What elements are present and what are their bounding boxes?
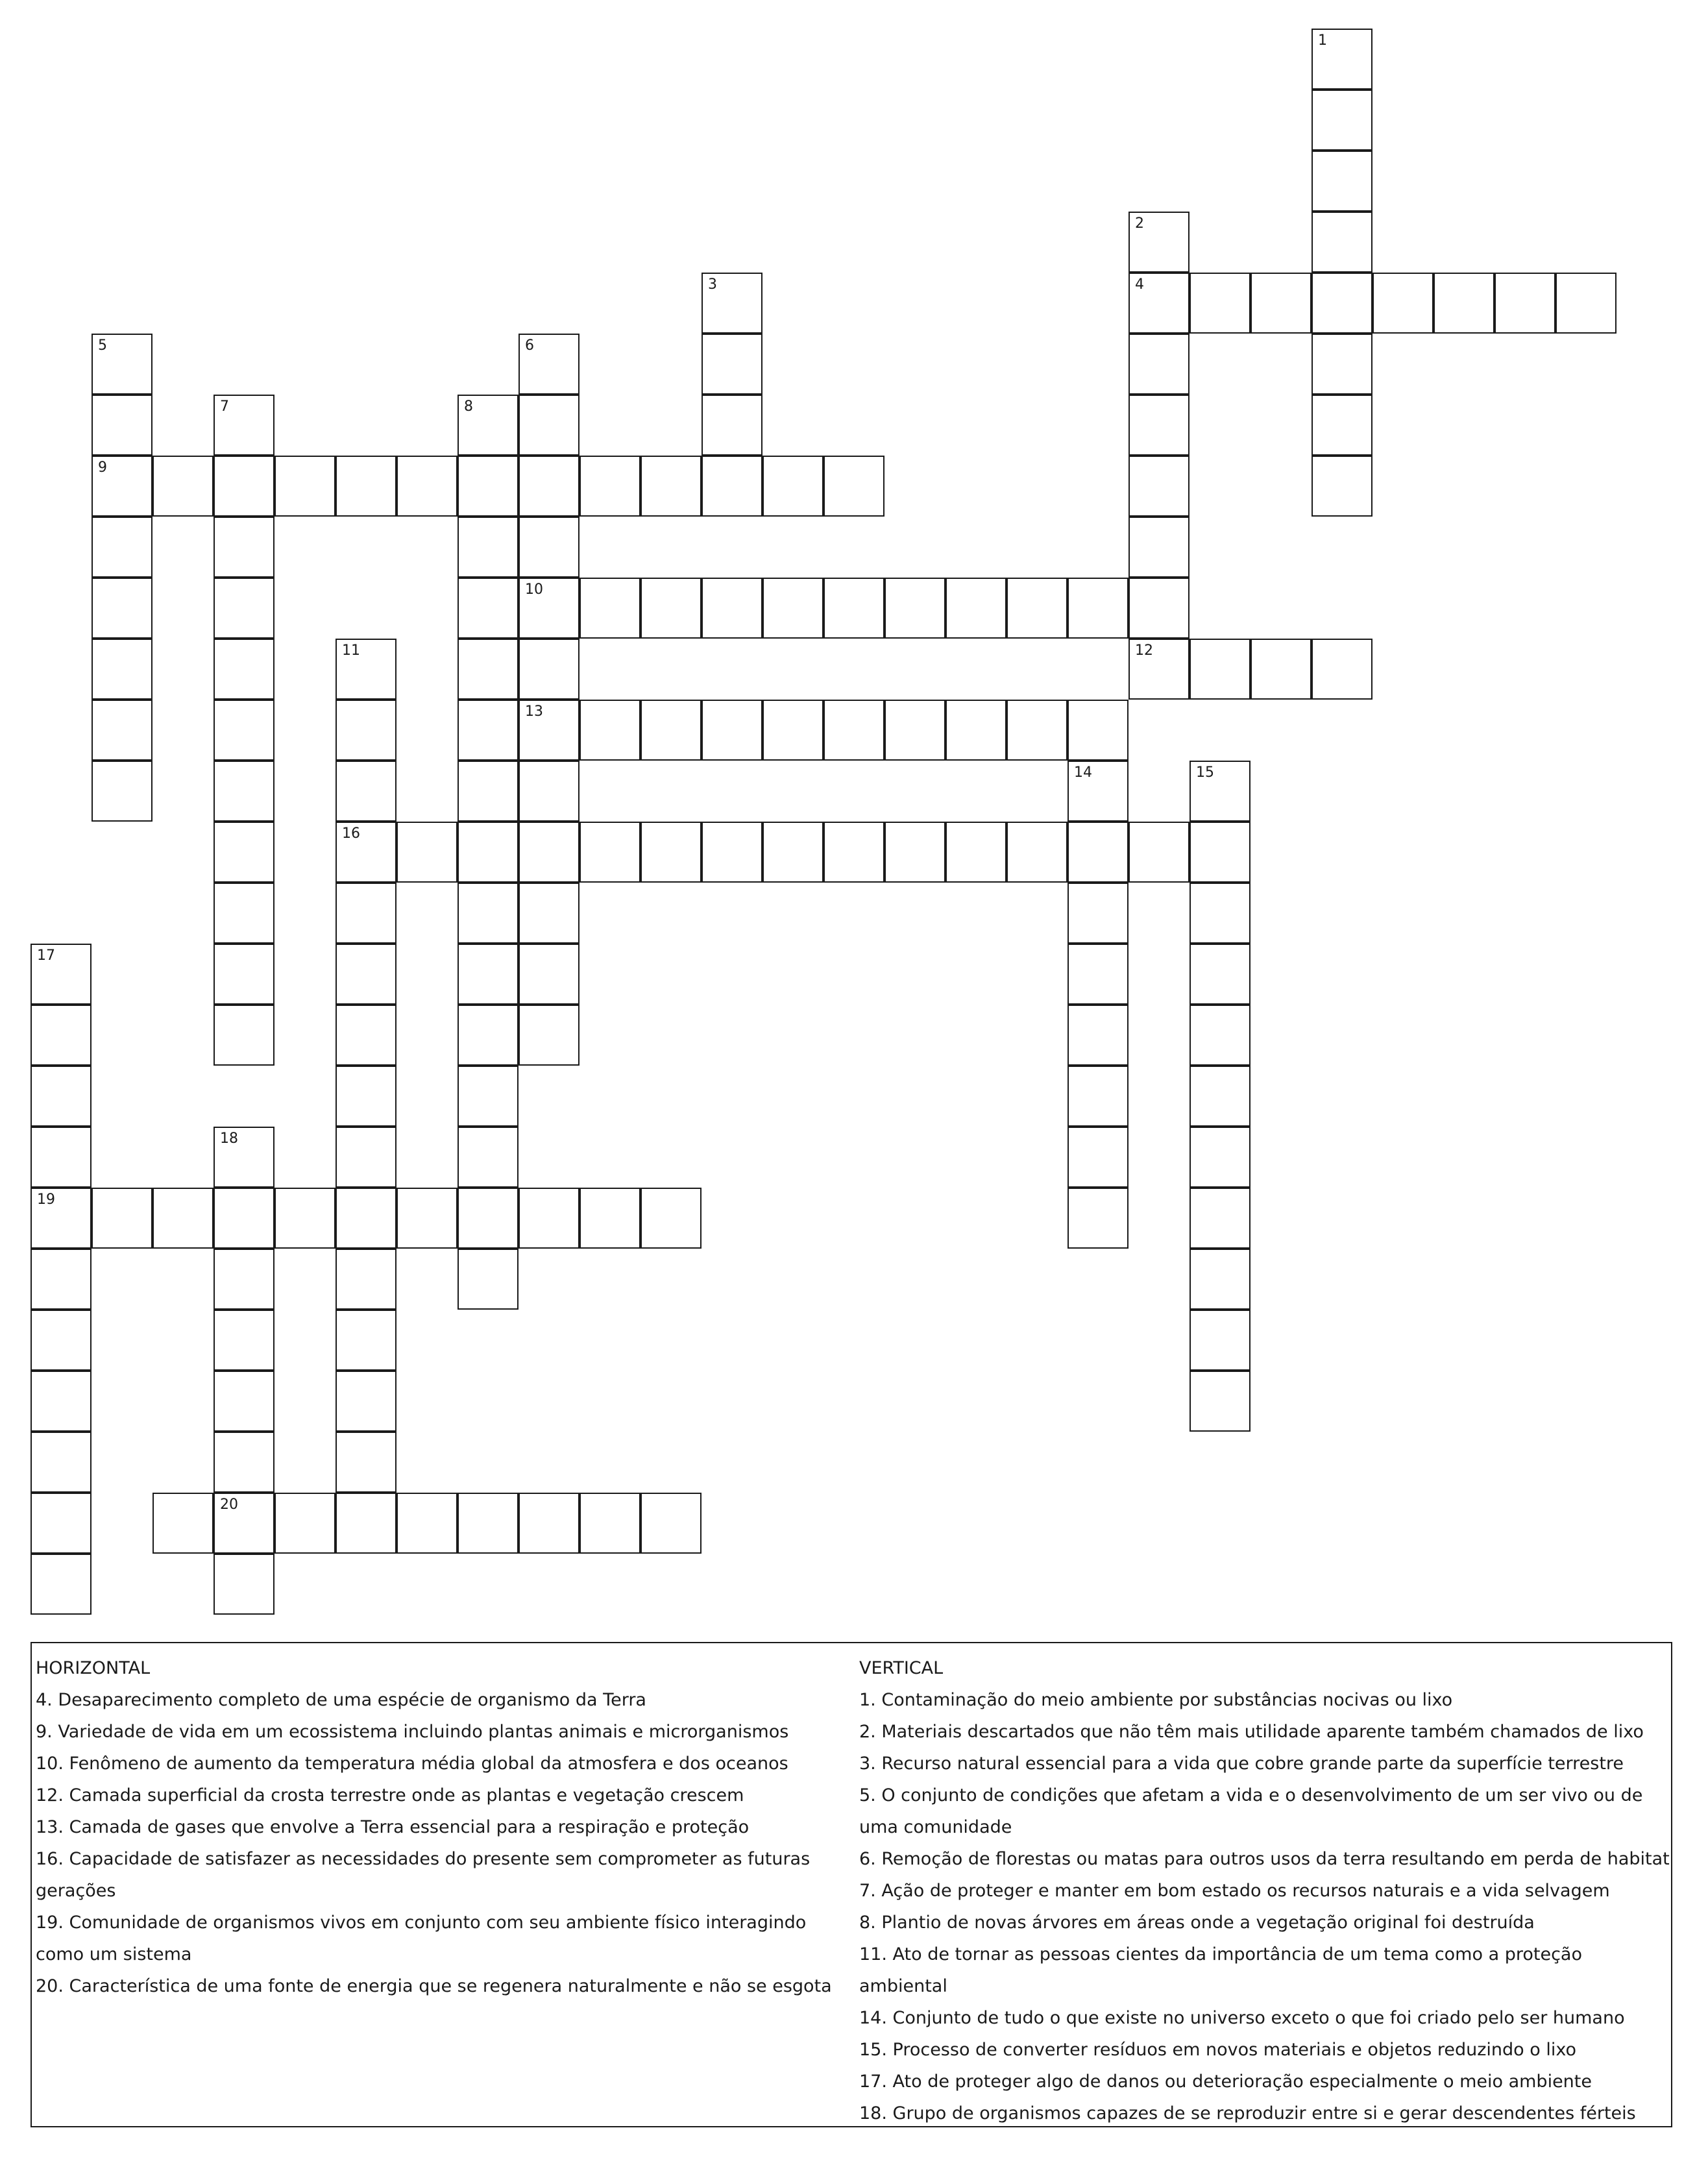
crossword-cell[interactable] [580, 578, 640, 639]
crossword-cell[interactable] [640, 700, 702, 761]
clue-number: 9 [98, 459, 107, 476]
clue-number: 12 [1135, 642, 1153, 659]
crossword-cell[interactable] [92, 761, 152, 822]
crossword-cell[interactable] [458, 578, 518, 639]
clue-number: 15 [1196, 764, 1214, 781]
crossword-cell[interactable] [1068, 700, 1128, 761]
crossword-cell[interactable] [640, 1188, 702, 1249]
clue-vertical-17: 17. Ato de proteger algo de danos ou deterioração especialmente o meio ambiente [859, 2072, 1592, 2092]
crossword-cell-13[interactable] [518, 700, 580, 761]
clue-vertical-1: 1. Contaminação do meio ambiente por substâncias nocivas ou lixo [859, 1690, 1453, 1710]
crossword-cell[interactable] [30, 1432, 92, 1493]
clue-number: 14 [1074, 764, 1092, 781]
crossword-cell[interactable] [762, 456, 824, 517]
crossword-cell[interactable] [92, 578, 152, 639]
clue-number: 18 [220, 1131, 238, 1147]
crossword-cell-2[interactable] [1128, 212, 1190, 273]
crossword-cell[interactable] [396, 456, 458, 517]
crossword-cell[interactable] [946, 700, 1006, 761]
crossword-cell[interactable] [824, 822, 884, 883]
crossword-cell[interactable] [824, 700, 884, 761]
crossword-cell[interactable] [458, 822, 518, 883]
crossword-cell[interactable] [92, 517, 152, 578]
crossword-cell-11[interactable] [336, 639, 396, 700]
crossword-cell[interactable] [640, 822, 702, 883]
crossword-cell[interactable] [580, 1188, 640, 1249]
crossword-cell[interactable] [458, 1249, 518, 1310]
crossword-cell[interactable] [1068, 1127, 1128, 1188]
crossword-cell[interactable] [884, 822, 946, 883]
crossword-cell[interactable] [1312, 90, 1372, 151]
crossword-cell[interactable] [336, 700, 396, 761]
crossword-cell[interactable] [1312, 639, 1372, 700]
crossword-cell[interactable] [336, 1249, 396, 1310]
crossword-cell[interactable] [1372, 273, 1434, 334]
crossword-cell[interactable] [1250, 639, 1312, 700]
crossword-cell[interactable] [762, 700, 824, 761]
clue-vertical-8: 8. Plantio de novas árvores em áreas onde a vegetação original foi destruída [859, 1913, 1535, 1933]
crossword-cell[interactable] [30, 1127, 92, 1188]
crossword-cell[interactable] [1312, 395, 1372, 456]
crossword-cell[interactable] [1312, 456, 1372, 517]
crossword-cell[interactable] [518, 761, 580, 822]
crossword-cell[interactable] [1494, 273, 1556, 334]
crossword-cell-5[interactable] [92, 334, 152, 395]
clue-vertical-15: 15. Processo de converter resíduos em novos materiais e objetos reduzindo o lixo [859, 2040, 1577, 2060]
crossword-cell-15[interactable] [1190, 761, 1250, 822]
clue-number: 2 [1135, 215, 1144, 232]
clue-number: 3 [708, 276, 717, 293]
crossword-cell[interactable] [458, 700, 518, 761]
crossword-cell[interactable] [1068, 883, 1128, 944]
crossword-cell[interactable] [214, 883, 274, 944]
crossword-cell-8[interactable] [458, 395, 518, 456]
clue-horizontal-13: 13. Camada de gases que envolve a Terra essencial para a respiração e proteção [36, 1817, 750, 1837]
crossword-cell-18[interactable] [214, 1127, 274, 1188]
crossword-cell[interactable] [702, 456, 762, 517]
crossword-cell[interactable] [92, 700, 152, 761]
crossword-cell[interactable] [518, 395, 580, 456]
crossword-cell[interactable] [1190, 639, 1250, 700]
crossword-cell-10[interactable] [518, 578, 580, 639]
crossword-cell[interactable] [1190, 1249, 1250, 1310]
clue-number: 7 [220, 398, 229, 415]
crossword-cell[interactable] [152, 1188, 214, 1249]
crossword-cell[interactable] [1128, 334, 1190, 395]
crossword-cell[interactable] [152, 456, 214, 517]
crossword-cell[interactable] [30, 1554, 92, 1615]
crossword-cell[interactable] [336, 1127, 396, 1188]
crossword-cell[interactable] [214, 517, 274, 578]
clue-horizontal-16: 16. Capacidade de satisfazer as necessidades do presente sem comprometer as futuras gerações [36, 1849, 811, 1901]
crossword-cell-4[interactable] [1128, 273, 1190, 334]
crossword-cell[interactable] [1190, 1371, 1250, 1432]
clue-horizontal-9: 9. Variedade de vida em um ecossistema incluindo plantas animais e microrganismos [36, 1722, 789, 1742]
crossword-cell-16[interactable] [336, 822, 396, 883]
crossword-cell[interactable] [1068, 578, 1128, 639]
crossword-cell[interactable] [762, 822, 824, 883]
crossword-cell[interactable] [336, 1493, 396, 1554]
crossword-cell[interactable] [336, 1188, 396, 1249]
crossword-cell[interactable] [396, 1188, 458, 1249]
crossword-cell[interactable] [1128, 517, 1190, 578]
crossword-cell[interactable] [1128, 578, 1190, 639]
crossword-cell[interactable] [1006, 822, 1068, 883]
clue-number: 10 [525, 581, 543, 598]
crossword-cell[interactable] [458, 1493, 518, 1554]
crossword-cell[interactable] [92, 639, 152, 700]
crossword-cell[interactable] [458, 761, 518, 822]
crossword-cell[interactable] [214, 578, 274, 639]
crossword-cell[interactable] [518, 456, 580, 517]
crossword-cell[interactable] [1068, 1188, 1128, 1249]
clue-vertical-7: 7. Ação de proteger e manter em bom estado os recursos naturais e a vida selvagem [859, 1881, 1610, 1901]
crossword-cell[interactable] [274, 1188, 336, 1249]
crossword-cell-12[interactable] [1128, 639, 1190, 700]
crossword-cell[interactable] [92, 395, 152, 456]
crossword-cell[interactable] [1190, 1188, 1250, 1249]
clue-vertical-2: 2. Materiais descartados que não têm mais utilidade aparente também chamados de lixo [859, 1722, 1644, 1742]
crossword-cell[interactable] [518, 1188, 580, 1249]
clue-number: 5 [98, 337, 107, 354]
clue-number: 8 [464, 398, 473, 415]
crossword-cell[interactable] [214, 1310, 274, 1371]
crossword-cell[interactable] [1190, 273, 1250, 334]
crossword-cell-6[interactable] [518, 334, 580, 395]
crossword-cell[interactable] [214, 639, 274, 700]
crossword-cell[interactable] [214, 1371, 274, 1432]
crossword-cell[interactable] [214, 1432, 274, 1493]
crossword-cell-3[interactable] [702, 273, 762, 334]
clues-panel [30, 1642, 1672, 2127]
crossword-cell[interactable] [518, 1493, 580, 1554]
clue-horizontal-12: 12. Camada superficial da crosta terrestre onde as plantas e vegetação crescem [36, 1785, 744, 1805]
clue-vertical-6: 6. Remoção de florestas ou matas para outros usos da terra resultando em perda de habitat [859, 1849, 1670, 1869]
crossword-cell[interactable] [458, 1127, 518, 1188]
crossword-cell[interactable] [1312, 212, 1372, 273]
crossword-cell[interactable] [30, 1066, 92, 1127]
crossword-cell[interactable] [518, 944, 580, 1005]
crossword-cell[interactable] [336, 883, 396, 944]
crossword-cell[interactable] [30, 1493, 92, 1554]
crossword-cell[interactable] [214, 1554, 274, 1615]
crossword-cell[interactable] [214, 700, 274, 761]
crossword-cell[interactable] [1190, 822, 1250, 883]
horizontal-heading: HORIZONTAL [36, 1658, 151, 1678]
crossword-cell[interactable] [640, 456, 702, 517]
crossword-cell[interactable] [1068, 944, 1128, 1005]
clue-vertical-18: 18. Grupo de organismos capazes de se reproduzir entre si e gerar descendentes férteis [859, 2103, 1636, 2123]
clue-number: 13 [525, 703, 543, 720]
crossword-cell[interactable] [396, 822, 458, 883]
crossword-cell-14[interactable] [1068, 761, 1128, 822]
vertical-clues-column [859, 1652, 1670, 2129]
crossword-cell[interactable] [1068, 1005, 1128, 1066]
crossword-cell[interactable] [580, 456, 640, 517]
crossword-cell[interactable] [336, 1005, 396, 1066]
crossword-cell[interactable] [458, 944, 518, 1005]
crossword-cell[interactable] [1006, 578, 1068, 639]
crossword-cell[interactable] [214, 1249, 274, 1310]
crossword-cell[interactable] [702, 578, 762, 639]
crossword-cell-20[interactable] [214, 1493, 274, 1554]
crossword-cell[interactable] [458, 456, 518, 517]
crossword-cell[interactable] [1190, 1066, 1250, 1127]
crossword-cell[interactable] [458, 517, 518, 578]
crossword-cell[interactable] [336, 1371, 396, 1432]
crossword-cell[interactable] [1068, 1066, 1128, 1127]
crossword-cell[interactable] [1312, 273, 1372, 334]
clue-horizontal-19: 19. Comunidade de organismos vivos em conjunto com seu ambiente físico interagindo como um sistema [36, 1913, 807, 1964]
clue-number: 16 [342, 826, 360, 842]
clue-number: 11 [342, 642, 360, 659]
crossword-cell[interactable] [458, 883, 518, 944]
crossword-cell[interactable] [214, 456, 274, 517]
crossword-cell[interactable] [336, 1310, 396, 1371]
crossword-cell[interactable] [946, 578, 1006, 639]
crossword-cell[interactable] [518, 517, 580, 578]
crossword-cell[interactable] [702, 334, 762, 395]
crossword-cell[interactable] [1312, 334, 1372, 395]
crossword-cell-17[interactable] [30, 944, 92, 1005]
crossword-cell[interactable] [336, 1432, 396, 1493]
crossword-cell[interactable] [274, 456, 336, 517]
clue-horizontal-10: 10. Fenômeno de aumento da temperatura média global da atmosfera e dos oceanos [36, 1754, 788, 1774]
crossword-cell[interactable] [1006, 700, 1068, 761]
vertical-heading: VERTICAL [859, 1658, 944, 1678]
crossword-cell-9[interactable] [92, 456, 152, 517]
crossword-cell[interactable] [518, 639, 580, 700]
clue-vertical-3: 3. Recurso natural essencial para a vida que cobre grande parte da superfície terrestre [859, 1754, 1624, 1774]
crossword-cell[interactable] [1068, 822, 1128, 883]
crossword-cell[interactable] [458, 1005, 518, 1066]
crossword-cell[interactable] [884, 700, 946, 761]
crossword-cell[interactable] [702, 395, 762, 456]
crossword-cell[interactable] [336, 761, 396, 822]
crossword-cell[interactable] [152, 1493, 214, 1554]
crossword-cell[interactable] [518, 1005, 580, 1066]
crossword-cell[interactable] [458, 1188, 518, 1249]
crossword-cell[interactable] [396, 1493, 458, 1554]
crossword-cell[interactable] [702, 822, 762, 883]
crossword-cell[interactable] [518, 883, 580, 944]
crossword-cell[interactable] [946, 822, 1006, 883]
crossword-cell[interactable] [762, 578, 824, 639]
crossword-cell[interactable] [30, 1310, 92, 1371]
crossword-cell[interactable] [702, 700, 762, 761]
crossword-cell[interactable] [1190, 883, 1250, 944]
crossword-cell-1[interactable] [1312, 29, 1372, 90]
crossword-cell[interactable] [336, 1066, 396, 1127]
crossword-cell[interactable] [214, 1188, 274, 1249]
crossword-cell[interactable] [1556, 273, 1616, 334]
clue-horizontal-20: 20. Característica de uma fonte de energia que se regenera naturalmente e não se esgota [36, 1976, 832, 1996]
crossword-cell[interactable] [518, 822, 580, 883]
clue-vertical-5: 5. O conjunto de condições que afetam a vida e o desenvolvimento de um ser vivo ou de uma comunidade [859, 1785, 1643, 1837]
crossword-cell[interactable] [92, 1188, 152, 1249]
crossword-cell[interactable] [336, 456, 396, 517]
crossword-cell[interactable] [214, 761, 274, 822]
crossword-cell[interactable] [580, 822, 640, 883]
crossword-cell[interactable] [1250, 273, 1312, 334]
crossword-cell[interactable] [1190, 1005, 1250, 1066]
crossword-cell[interactable] [580, 1493, 640, 1554]
clue-number: 19 [37, 1192, 55, 1208]
crossword-cell[interactable] [214, 1005, 274, 1066]
crossword-cell[interactable] [458, 1066, 518, 1127]
crossword-cell[interactable] [884, 578, 946, 639]
crossword-cell[interactable] [214, 822, 274, 883]
crossword-cell[interactable] [336, 944, 396, 1005]
crossword-cell[interactable] [30, 1005, 92, 1066]
crossword-cell[interactable] [214, 944, 274, 1005]
crossword-cell[interactable] [458, 639, 518, 700]
crossword-cell[interactable] [1190, 944, 1250, 1005]
crossword-cell[interactable] [274, 1493, 336, 1554]
crossword-cell[interactable] [30, 1249, 92, 1310]
clue-horizontal-4: 4. Desaparecimento completo de uma espécie de organismo da Terra [36, 1690, 646, 1710]
crossword-cell[interactable] [1190, 1310, 1250, 1371]
clue-vertical-14: 14. Conjunto de tudo o que existe no universo exceto o que foi criado pelo ser humano [859, 2008, 1625, 2028]
crossword-cell[interactable] [1434, 273, 1494, 334]
clue-number: 20 [220, 1497, 238, 1513]
crossword-cell-19[interactable] [30, 1188, 92, 1249]
crossword-cell[interactable] [580, 700, 640, 761]
crossword-cell[interactable] [640, 1493, 702, 1554]
crossword-cell[interactable] [640, 578, 702, 639]
clue-number: 17 [37, 948, 55, 964]
crossword-cell[interactable] [1312, 151, 1372, 212]
crossword-cell[interactable] [1128, 395, 1190, 456]
clue-vertical-11: 11. Ato de tornar as pessoas cientes da importância de um tema como a proteção ambiental [859, 1944, 1582, 1996]
crossword-cell[interactable] [824, 578, 884, 639]
crossword-cell[interactable] [1128, 822, 1190, 883]
crossword-cell[interactable] [1190, 1127, 1250, 1188]
crossword-cell[interactable] [824, 456, 884, 517]
crossword-cell[interactable] [1128, 456, 1190, 517]
horizontal-clues-column [36, 1652, 860, 2002]
clue-number: 1 [1318, 32, 1327, 49]
crossword-cell-7[interactable] [214, 395, 274, 456]
clue-number: 6 [525, 337, 534, 354]
crossword-cell[interactable] [30, 1371, 92, 1432]
clue-number: 4 [1135, 276, 1144, 293]
